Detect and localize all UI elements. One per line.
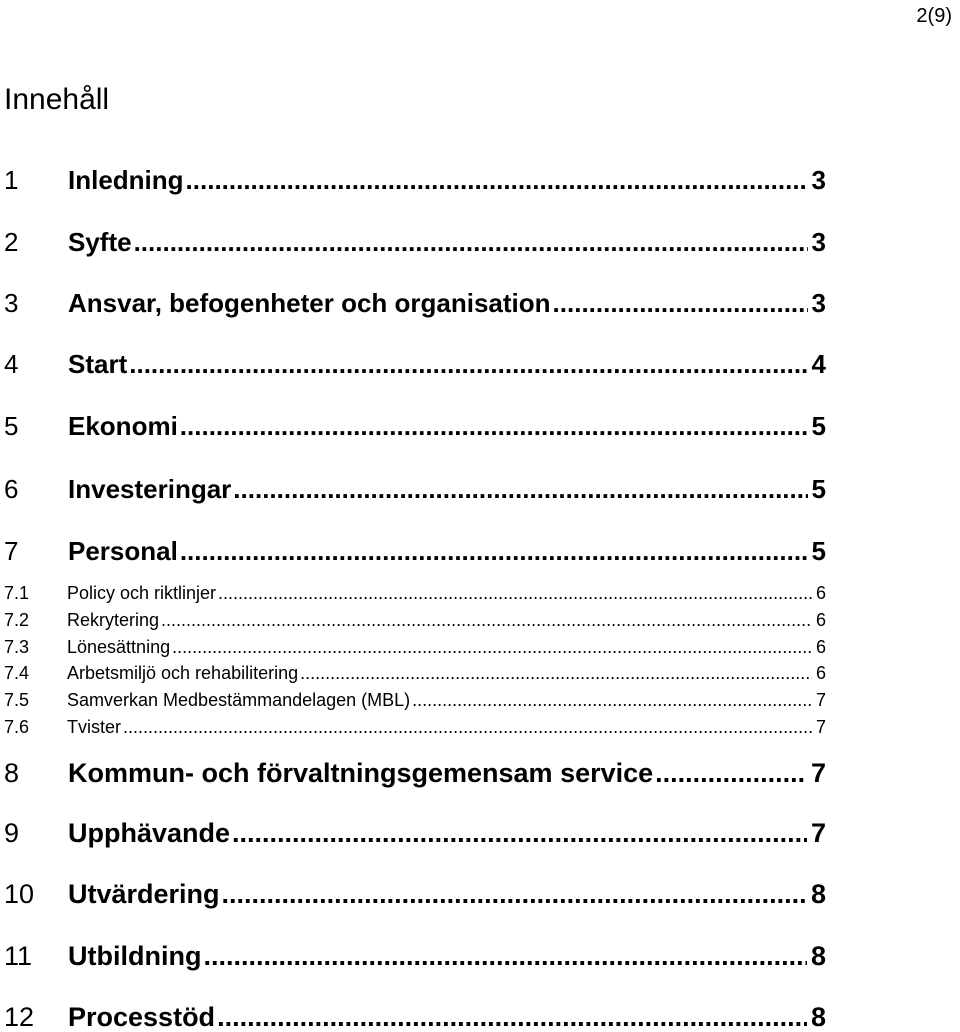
- toc-dot-leader: [232, 818, 807, 848]
- toc-entry-text: Syfte: [68, 227, 132, 257]
- toc-entry-10[interactable]: [4, 879, 826, 909]
- toc-entry-number: 12: [4, 1002, 35, 1032]
- toc-entry-2[interactable]: [4, 227, 826, 257]
- toc-entry-text: Kommun- och förvaltningsgemensam service: [68, 758, 654, 788]
- toc-entry-page: 5: [811, 536, 826, 566]
- toc-entry-12[interactable]: [4, 1002, 826, 1032]
- toc-dot-leader: [129, 349, 807, 379]
- toc-entry-number: 7.6: [4, 717, 30, 737]
- toc-entry-number: 10: [4, 879, 35, 909]
- toc-dot-leader: [222, 879, 807, 909]
- toc-entry-text: Investeringar: [68, 474, 232, 504]
- toc-dot-leader: [300, 662, 812, 684]
- toc-dot-leader: [655, 758, 807, 788]
- toc-entry-page: 6: [815, 583, 826, 603]
- toc-entry-7-4[interactable]: [4, 662, 826, 684]
- toc-entry-text: Processtöd: [68, 1002, 216, 1032]
- toc-entry-7[interactable]: [4, 536, 826, 566]
- toc-entry-7-3[interactable]: [4, 636, 826, 658]
- toc-entry-number: 7.5: [4, 690, 30, 710]
- toc-entry-text: Start: [68, 349, 128, 379]
- toc-entry-11[interactable]: [4, 941, 826, 971]
- toc-entry-7-2[interactable]: [4, 609, 826, 631]
- toc-dot-leader: [134, 227, 808, 257]
- toc-entry-number: 6: [4, 474, 19, 504]
- toc-dot-leader: [217, 1002, 807, 1032]
- toc-entry-page: 3: [811, 227, 826, 257]
- toc-entry-text: Policy och riktlinjer: [67, 583, 217, 603]
- toc-dot-leader: [203, 941, 807, 971]
- toc-entry-page: 6: [815, 610, 826, 630]
- toc-entry-text: Personal: [68, 536, 178, 566]
- toc-entry-page: 6: [815, 663, 826, 683]
- toc-entry-page: 6: [815, 637, 826, 657]
- toc-entry-page: 7: [815, 690, 826, 710]
- toc-dot-leader: [123, 716, 812, 738]
- toc-dot-leader: [218, 582, 812, 604]
- toc-entry-text: Utbildning: [68, 941, 202, 971]
- toc-entry-page: 5: [811, 411, 826, 441]
- toc-dot-leader: [180, 536, 808, 566]
- toc-entry-number: 1: [4, 165, 19, 195]
- toc-entry-text: Upphävande: [68, 818, 231, 848]
- toc-entry-7-6[interactable]: [4, 716, 826, 738]
- page-number: 2(9): [916, 5, 952, 27]
- toc-entry-7-1[interactable]: [4, 582, 826, 604]
- toc-entry-text: Inledning: [68, 165, 184, 195]
- toc-entry-page: 7: [810, 758, 826, 788]
- toc-entry-number: 7.2: [4, 610, 30, 630]
- toc-dot-leader: [180, 411, 808, 441]
- toc-entry-number: 5: [4, 411, 19, 441]
- toc-entry-page: 8: [810, 941, 826, 971]
- toc-entry-number: 7.3: [4, 637, 30, 657]
- toc-entry-3[interactable]: [4, 288, 826, 318]
- toc-entry-number: 7.1: [4, 583, 30, 603]
- toc-entry-number: 2: [4, 227, 19, 257]
- toc-entry-5[interactable]: [4, 411, 826, 441]
- toc-entry-text: Tvister: [67, 717, 121, 737]
- toc-entry-4[interactable]: [4, 349, 826, 379]
- toc-dot-leader: [553, 288, 808, 318]
- toc-entry-7-5[interactable]: [4, 689, 826, 711]
- toc-entry-9[interactable]: [4, 818, 826, 848]
- toc-entry-number: 3: [4, 288, 19, 318]
- toc-entry-number: 9: [4, 818, 20, 848]
- toc-entry-1[interactable]: [4, 165, 826, 195]
- toc-entry-page: 4: [811, 349, 826, 379]
- toc-entry-page: 3: [811, 288, 826, 318]
- toc-entry-number: 7.4: [4, 663, 30, 683]
- toc-entry-text: Samverkan Medbestämmandelagen (MBL): [67, 690, 411, 710]
- toc-entry-number: 7: [4, 536, 19, 566]
- toc-dot-leader: [161, 609, 812, 631]
- toc-dot-leader: [412, 689, 812, 711]
- toc-entry-text: Ansvar, befogenheter och organisation: [68, 288, 551, 318]
- toc-entry-text: Rekrytering: [67, 610, 160, 630]
- toc-entry-6[interactable]: [4, 474, 826, 504]
- toc-entry-page: 5: [811, 474, 826, 504]
- toc-entry-number: 8: [4, 758, 20, 788]
- toc-dot-leader: [186, 165, 808, 195]
- toc-entry-page: 7: [815, 717, 826, 737]
- toc-entry-number: 11: [4, 941, 33, 971]
- toc-entry-page: 3: [811, 165, 826, 195]
- toc-entry-page: 8: [810, 1002, 826, 1032]
- toc-dot-leader: [172, 636, 812, 658]
- toc-entry-page: 8: [810, 879, 826, 909]
- toc-title: Innehåll: [4, 83, 110, 116]
- toc-dot-leader: [233, 474, 807, 504]
- toc-entry-text: Utvärdering: [68, 879, 220, 909]
- toc-entry-number: 4: [4, 349, 19, 379]
- toc-entry-text: Lönesättning: [67, 637, 171, 657]
- toc-entry-text: Arbetsmiljö och rehabilitering: [67, 663, 299, 683]
- toc-entry-8[interactable]: [4, 758, 826, 788]
- toc-entry-page: 7: [810, 818, 826, 848]
- toc-entry-text: Ekonomi: [68, 411, 178, 441]
